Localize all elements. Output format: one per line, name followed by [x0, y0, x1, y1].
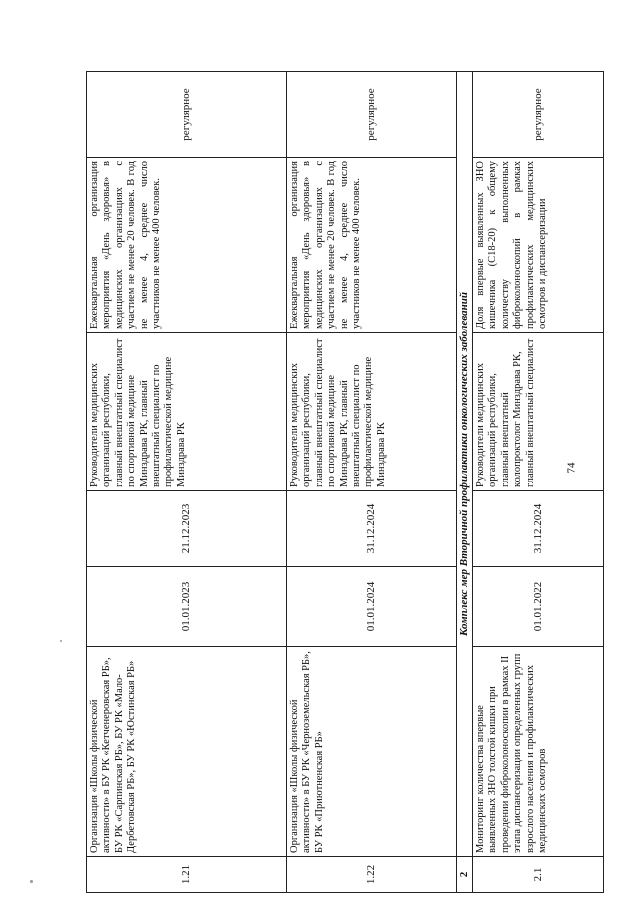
responsible-cell: Руководители медицинских организаций республики, главный внештатный специалист по спортивной медицине Минздрава РК, главный внештатный специалист по профилактической медицине Минздрава РК — [87, 333, 287, 491]
end-date: 31.12.2024 — [287, 491, 457, 567]
page-number: 74 — [565, 462, 578, 474]
section-header-row — [457, 72, 473, 893]
table-row — [87, 72, 287, 893]
plan-table — [86, 71, 604, 893]
result-cell: Ежеквартальная организация мероприятия «День здоровья» в медицинских организациях с участием не менее 20 человек. В год не менее 4, среднее число участников не менее 400 человек. — [87, 158, 287, 333]
row-number: 1.22 — [287, 857, 457, 893]
start-date: 01.01.2024 — [287, 567, 457, 647]
responsible-cell: Руководители медицинских организаций республики, главный внештатный специалист по спортивной медицине Минздрава РК, главный внештатный специалист по профилактической медицине Минздрава РК — [287, 333, 457, 491]
start-date: 01.01.2022 — [473, 567, 604, 647]
end-date: 21.12.2023 — [87, 491, 287, 567]
responsible-cell: Руководители медицинских организаций республики, главный внештатный колопроктолог Минздрава РК, главный внештатный специалист — [473, 333, 604, 491]
activity-cell: Мониторинг количества впервые выявленных ЗНО толстой кишки при проведении фиброколоноскопии в рамках II этапа диспансеризации определенных групп взрослого населения и профилактических медицинских осмотров — [473, 647, 604, 857]
result-cell: Доля впервые выявленных ЗНО кишечника (С18-20) к общему количеству выполненных фиброколоноскопий в рамках профилактических медицинских осмотров и диспансеризации — [473, 158, 604, 333]
section-title: Комплекс мер Вторичной профилактики онкологических заболеваний — [457, 72, 473, 857]
activity-cell: Организация «Школы физической активности» в БУ РК «Черноземельская РБ», БУ РК «Приютненская РБ» — [287, 647, 457, 857]
activity-cell: Организация «Школы физической активности» в БУ РК «Кетченеровская РБ», БУ РК «Сарпинская РБ», БУ РК «Мало-Дербетовская РБ», БУ РК «Юстинская РБ» — [87, 647, 287, 857]
row-number: 1.21 — [87, 857, 287, 893]
result-cell: Ежеквартальная организация мероприятия «День здоровья» в медицинских организациях с участием не менее 20 человек. В год не менее 4, среднее число участников не менее 400 человек. — [287, 158, 457, 333]
end-date: 31.12.2024 — [473, 491, 604, 567]
scan-speck — [30, 880, 33, 883]
periodicity-cell: регулярное — [473, 72, 604, 158]
table-row — [473, 72, 604, 893]
start-date: 01.01.2023 — [87, 567, 287, 647]
periodicity-cell: регулярное — [87, 72, 287, 158]
periodicity-cell: регулярное — [287, 72, 457, 158]
scan-speck — [60, 640, 62, 642]
section-number: 2 — [457, 857, 473, 893]
table-row — [287, 72, 457, 893]
row-number: 2.1 — [473, 857, 604, 893]
rotated-table-wrapper — [86, 72, 604, 893]
